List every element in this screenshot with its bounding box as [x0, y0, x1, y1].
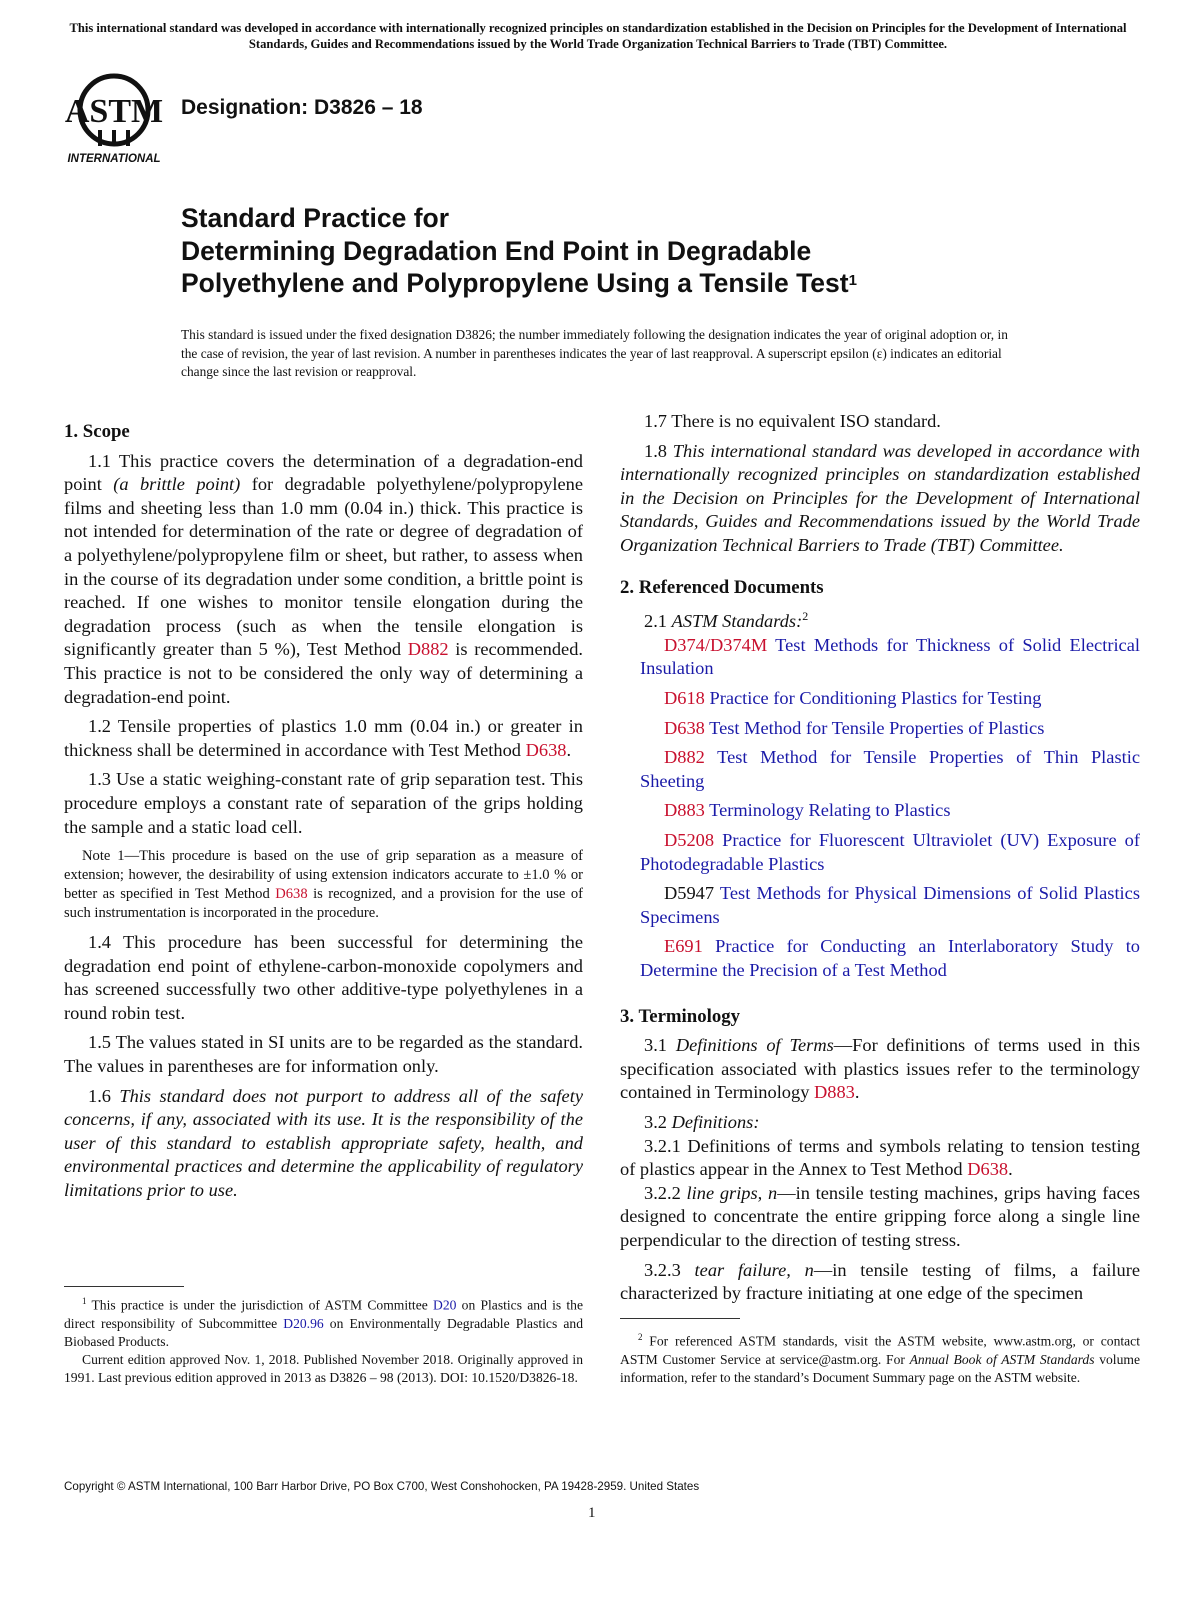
reference-title-link[interactable]: Test Method for Tensile Properties of Thin Plastic Sheeting	[640, 747, 1140, 791]
reference-code-link[interactable]: D374/D374M	[664, 634, 768, 655]
document-title	[181, 202, 857, 300]
paragraph-1-2: 1.2 Tensile properties of plastics 1.0 mm (0.04 in.) or greater in thickness shall be determined in accordance with Test Method D638.	[64, 716, 583, 760]
svg-text:ASTM: ASTM	[64, 93, 164, 130]
paragraph-3-2-2: 3.2.2 line grips, n—in tensile testing machines, grips having faces designed to concentrate the entire gripping force along a single line perpendicular to the direction of testing stress.	[620, 1182, 1140, 1250]
link-d20-96[interactable]: D20.96	[283, 1315, 324, 1331]
paragraph-1-7: 1.7 There is no equivalent ISO standard.	[644, 411, 941, 431]
reference-code: D5947	[664, 883, 715, 904]
reference-code-link[interactable]: D5208	[664, 830, 715, 851]
footnote-rule	[64, 1286, 184, 1287]
footnote-mark: 1	[848, 272, 857, 289]
paragraph-1-3: 1.3 Use a static weighing-constant rate of grip separation test. This procedure employs a constant rate of separation of the grips holding the sample and a static load cell.	[64, 769, 583, 837]
paragraph-1-1: 1.1 This practice covers the determination of a degradation-end point (a brittle point) for degradable polyethylene/polypropylene films and sheeting less than 1.0 mm (0.04 in.) thick. This practice is not intended for determination of the rate or degree of degradation of a polyethylene/polypropylene film or sheet, but rather, to assess when in the course of its degradation under some condition, a brittle point is reached. If one wishes to monitor tensile elongation during the degradation process (such as when the tensile elongation is significantly greater than 5 %), Test Method D882 is recommended. This practice is not to be considered the only way of determining a degradation-end point.	[64, 450, 584, 707]
footnote-rule	[620, 1318, 740, 1319]
reference-title-link[interactable]: Test Methods for Thickness of Solid Electrical Insulation	[640, 634, 1140, 679]
copyright: Copyright © ASTM International, 100 Barr Harbor Drive, PO Box C700, West Conshohocken, PA 19428-2959. United States	[64, 1480, 700, 1493]
reference-item	[620, 634, 1140, 681]
reference-item	[620, 746, 1140, 793]
header-note: This international standard was developed in accordance with internationally recognized principles on standardization established in the Decision on Principles for the Development of International Standards, Guides and Recommendations issued by the World Trade Organization Technical Barriers to Trade (TBT) Committee.	[69, 21, 1127, 51]
left-column	[64, 420, 583, 1209]
reference-item	[620, 717, 1140, 741]
section-heading-terminology: 3. Terminology	[620, 1005, 741, 1027]
svg-text:INTERNATIONAL: INTERNATIONAL	[67, 153, 161, 165]
footnote-1: $^1$ This practice is under the jurisdiction of ASTM Committee D20 on Plastics and is the direct responsibility of Subcommittee D20.96 on Environmentally Degradable Plastics and Biobased Products. Current edition approved Nov. 1, 2018. Published November 2018. Originally approved in 1991. Last previous edition approved in 2013 as D3826 – 98 (2013). DOI: 10.1520/D3826-18.	[64, 1296, 583, 1386]
paragraph-3-2-3: 3.2.3 tear failure, n—in tensile testing of films, a failure characterized by fracture initiating at one edge of the specimen	[620, 1259, 1141, 1304]
title-line: Determining Degradation End Point in Degradable	[181, 235, 812, 266]
reference-title-link[interactable]: Practice for Fluorescent Ultraviolet (UV) Exposure of Photodegradable Plastics	[640, 830, 1140, 874]
link-d883[interactable]: D883	[814, 1082, 855, 1103]
footnote-2: $^2$ For referenced ASTM standards, visit the ASTM website, www.astm.org, or contact ASTM Customer Service at service@astm.org. For Annual Book of ASTM Standards volume information, refer to the standard’s Document Summary page on the ASTM website.	[620, 1332, 1140, 1385]
note-1: Note 1—This procedure is based on the use of grip separation as a measure of extension; however, the desirability of using extension indicators accurate to ±1.0 % or better as specified in Test Method D638 is recognized, and a provision for the use of such instrumentation is incorporated in the procedure.	[64, 848, 583, 922]
link-d638[interactable]: D638	[275, 886, 308, 903]
reference-code-link[interactable]: D638	[664, 717, 705, 738]
link-d882[interactable]: D882	[407, 639, 449, 660]
reference-title-link[interactable]: Practice for Conditioning Plastics for Testing	[704, 688, 1042, 709]
paragraph-3-2: 3.2 Definitions:	[644, 1111, 760, 1132]
astm-logo	[62, 70, 166, 166]
reference-item	[620, 687, 1140, 711]
reference-title-link[interactable]: Test Method for Tensile Properties of Plastics	[704, 717, 1045, 738]
paragraph-1-5: 1.5 The values stated in SI units are to be regarded as the standard. The values in parentheses are for information only.	[64, 1032, 583, 1077]
reference-item	[620, 935, 1140, 982]
paragraph-1-6: 1.6 This standard does not purport to address all of the safety concerns, if any, associated with its use. It is the responsibility of the user of this standard to establish appropriate safety, health, and environmental practices and determine the applicability of regulatory limitations prior to use.	[64, 1085, 583, 1201]
paragraph-1-4: 1.4 This procedure has been successful for determining the degradation end point of ethylene-carbon-monoxide copolymers and has screened successfully two other additive-type polyethylenes in a round robin test.	[64, 932, 583, 1023]
reference-title-link[interactable]: Terminology Relating to Plastics	[704, 800, 951, 821]
reference-code-link[interactable]: E691	[664, 936, 703, 957]
reference-code-link[interactable]: D618	[664, 688, 705, 709]
link-d638[interactable]: D638	[967, 1159, 1009, 1180]
section-heading-referenced-documents: 2. Referenced Documents	[620, 576, 824, 598]
link-d20[interactable]: D20	[433, 1297, 457, 1313]
reference-item	[620, 882, 1140, 929]
reference-code-link[interactable]: D882	[664, 747, 705, 768]
right-column	[620, 410, 1140, 1312]
paragraph-3-2-1: 3.2.1 Definitions of terms and symbols relating to tension testing of plastics appear in the Annex to Test Method D638.	[620, 1135, 1140, 1180]
paragraph-1-8: 1.8 This international standard was developed in accordance with internationally recognized principles on standardization established in the Decision on Principles for the Development of International Standards, Guides and Recommendations issued by the World Trade Organization Technical Barriers to Trade (TBT) Committee.	[620, 440, 1140, 555]
paragraph-3-1: 3.1 Definitions of Terms—For definitions of terms used in this specification associated with plastics issues refer to the terminology contained in Terminology D883.	[620, 1035, 1141, 1103]
section-heading-scope: 1. Scope	[64, 421, 130, 442]
link-d638[interactable]: D638	[525, 739, 567, 760]
reference-item	[620, 829, 1140, 876]
reference-item	[620, 799, 1140, 823]
issued-note: This standard is issued under the fixed designation D3826; the number immediately following the designation indicates the year of original adoption or, in the case of revision, the year of last revision. A number in parentheses indicates the year of last reapproval. A superscript epsilon (ε) indicates an editorial change since the last revision or reapproval.	[181, 327, 1008, 379]
reference-list	[620, 634, 1140, 983]
reference-title-link[interactable]: Test Methods for Physical Dimensions of Solid Plastics Specimens	[640, 883, 1140, 927]
paragraph-2-1: 2.1 ASTM Standards:$^2$	[644, 609, 809, 632]
title-line: Standard Practice for	[181, 203, 450, 233]
reference-title-link[interactable]: Practice for Conducting an Interlaboratory Study to Determine the Precision of a Test Method	[640, 936, 1140, 980]
designation: Designation: D3826 – 18	[181, 96, 423, 119]
reference-code-link[interactable]: D883	[664, 800, 705, 821]
title-line: Polyethylene and Polypropylene Using a Tensile Test$^1$	[181, 268, 857, 298]
page-number: 1	[588, 1505, 596, 1521]
